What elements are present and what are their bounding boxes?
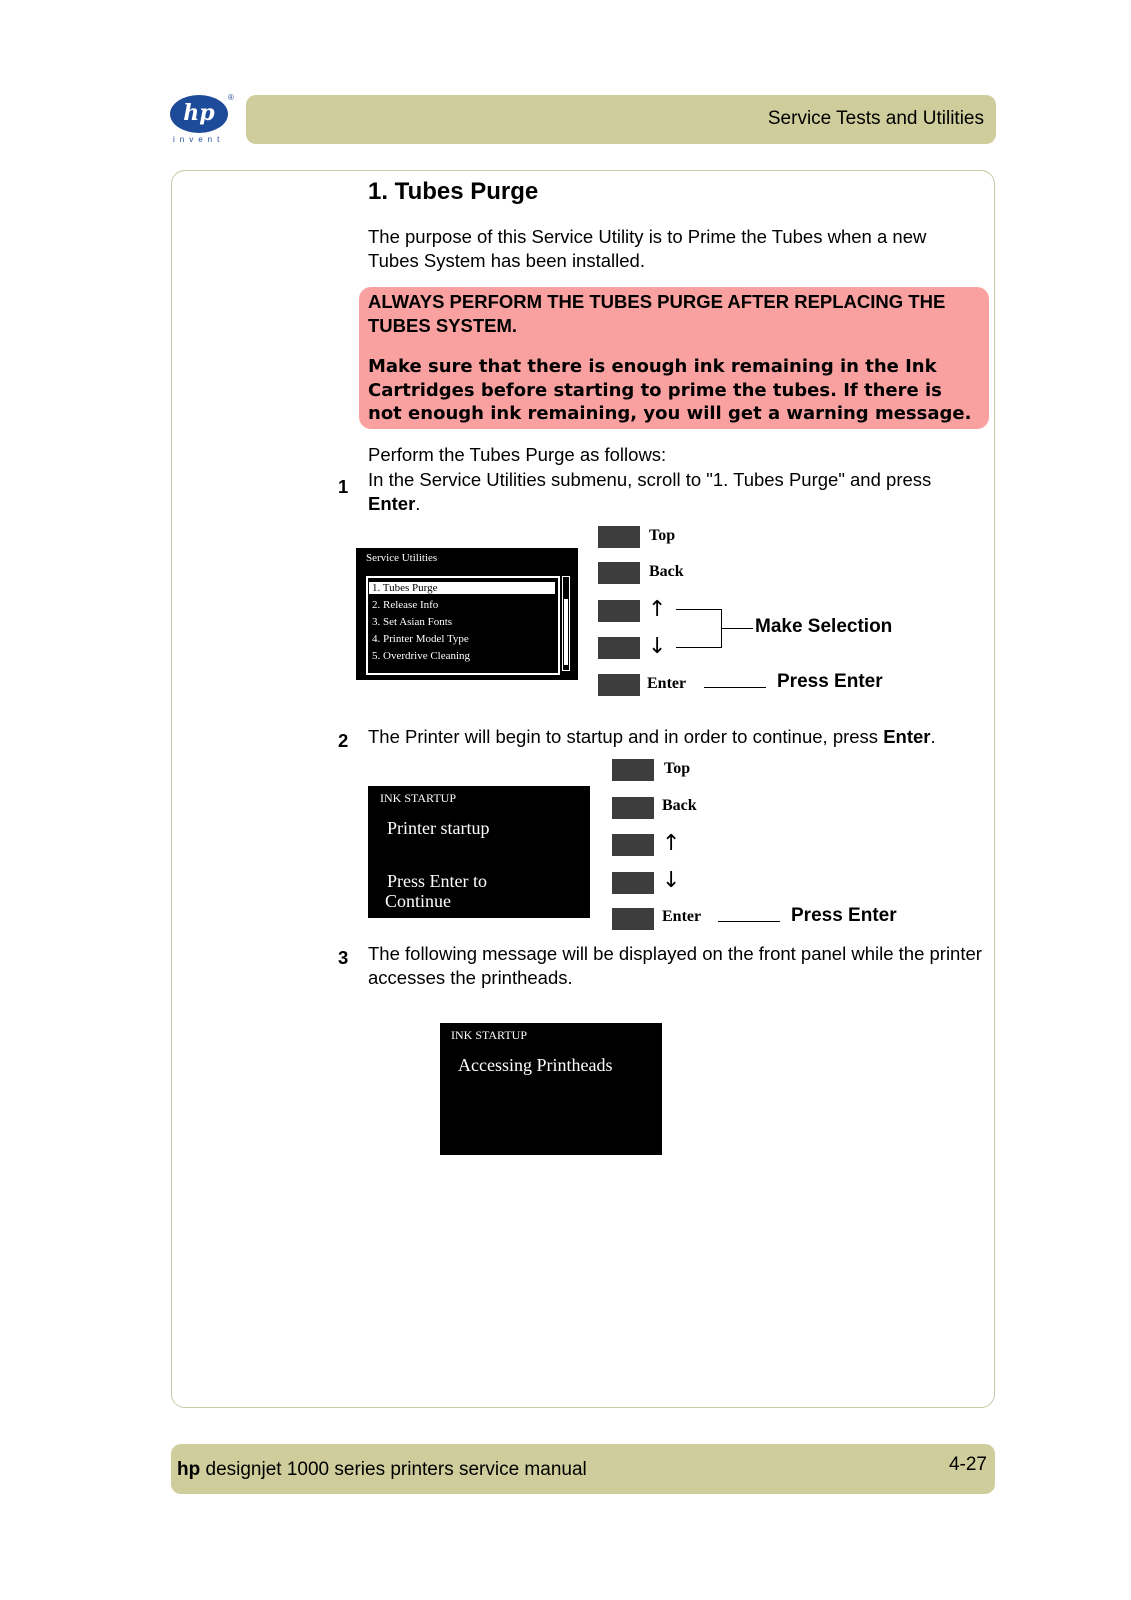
screen-line: Continue bbox=[385, 891, 451, 911]
back-button-label: Back bbox=[649, 563, 684, 580]
press-enter-callout: Press Enter bbox=[777, 671, 883, 692]
back-button[interactable] bbox=[598, 562, 640, 584]
perform-text: Perform the Tubes Purge as follows: bbox=[368, 444, 667, 465]
screen-line: Press Enter to bbox=[387, 871, 487, 891]
step-text: In the Service Utilities submenu, scroll to "1. Tubes Purge" and press Enter. bbox=[368, 469, 932, 514]
step-number: 1 bbox=[338, 476, 349, 497]
front-panel-screen bbox=[356, 548, 578, 680]
warning-body: Make sure that there is enough ink remaining in the Ink Cartridges before starting to prime the tubes. If there is not enough ink remaining, you will get a warning message. bbox=[368, 356, 972, 424]
logo-text: hp bbox=[183, 100, 215, 126]
step-number: 2 bbox=[338, 730, 349, 751]
screen-title: Service Utilities bbox=[366, 552, 438, 564]
step-number: 3 bbox=[338, 947, 349, 968]
screen-line: Accessing Printheads bbox=[458, 1055, 613, 1075]
top-button[interactable] bbox=[598, 526, 640, 548]
bracket-line bbox=[676, 647, 722, 648]
up-arrow-icon: ↑ bbox=[662, 831, 681, 856]
top-button[interactable] bbox=[612, 759, 654, 781]
front-panel-screen bbox=[440, 1023, 662, 1155]
top-button-label: Top bbox=[649, 527, 676, 544]
menu-item[interactable]: 5. Overdrive Cleaning bbox=[372, 650, 471, 662]
footer-bar bbox=[171, 1444, 995, 1494]
footer-brand: hp bbox=[177, 1459, 201, 1480]
logo-tagline: invent bbox=[173, 135, 225, 144]
registered-mark: ® bbox=[228, 93, 234, 102]
up-button[interactable] bbox=[612, 834, 654, 856]
up-button[interactable] bbox=[598, 600, 640, 622]
down-arrow-icon: ↓ bbox=[662, 868, 681, 893]
bracket-line bbox=[721, 628, 753, 629]
step-text: The following message will be displayed on the front panel while the printer accesses the printheads. bbox=[368, 943, 982, 988]
footer-manual: hp designjet 1000 series printers service manual bbox=[177, 1459, 587, 1480]
menu-item[interactable]: 1. Tubes Purge bbox=[369, 582, 555, 594]
callout-line bbox=[704, 687, 766, 688]
enter-button[interactable] bbox=[612, 908, 654, 930]
make-selection-callout: Make Selection bbox=[755, 616, 893, 637]
front-panel-screen bbox=[368, 786, 590, 918]
menu-list bbox=[366, 576, 560, 675]
up-arrow-icon: ↑ bbox=[648, 597, 667, 622]
step-text: The Printer will begin to startup and in order to continue, press Enter. bbox=[368, 726, 936, 747]
screen-title: INK STARTUP bbox=[451, 1028, 527, 1042]
down-button[interactable] bbox=[598, 637, 640, 659]
down-arrow-icon: ↓ bbox=[648, 634, 667, 659]
menu-item[interactable]: 3. Set Asian Fonts bbox=[372, 616, 453, 628]
enter-button-label: Enter bbox=[662, 908, 702, 925]
hp-logo bbox=[170, 95, 232, 147]
top-button-label: Top bbox=[664, 760, 691, 777]
scrollbar-thumb[interactable] bbox=[564, 599, 568, 665]
warning-heading: ALWAYS PERFORM THE TUBES PURGE AFTER REPLACING THE TUBES SYSTEM. bbox=[368, 291, 946, 336]
page-title: 1. Tubes Purge bbox=[368, 178, 539, 205]
back-button[interactable] bbox=[612, 797, 654, 819]
screen-line: Printer startup bbox=[387, 818, 490, 838]
intro-text: The purpose of this Service Utility is to Prime the Tubes when a new Tubes System has been installed. bbox=[368, 226, 927, 271]
down-button[interactable] bbox=[612, 872, 654, 894]
press-enter-callout: Press Enter bbox=[791, 905, 897, 926]
enter-button-label: Enter bbox=[647, 675, 687, 692]
menu-item[interactable]: 2. Release Info bbox=[372, 599, 439, 611]
section-title: Service Tests and Utilities bbox=[767, 108, 984, 129]
back-button-label: Back bbox=[662, 797, 697, 814]
menu-item[interactable]: 4. Printer Model Type bbox=[372, 633, 469, 645]
callout-line bbox=[718, 921, 780, 922]
header-bar bbox=[246, 95, 996, 144]
enter-button[interactable] bbox=[598, 674, 640, 696]
scrollbar[interactable] bbox=[562, 576, 570, 671]
screen-title: INK STARTUP bbox=[380, 791, 456, 805]
page-number: 4-27 bbox=[948, 1454, 987, 1475]
bracket-line bbox=[676, 609, 722, 610]
